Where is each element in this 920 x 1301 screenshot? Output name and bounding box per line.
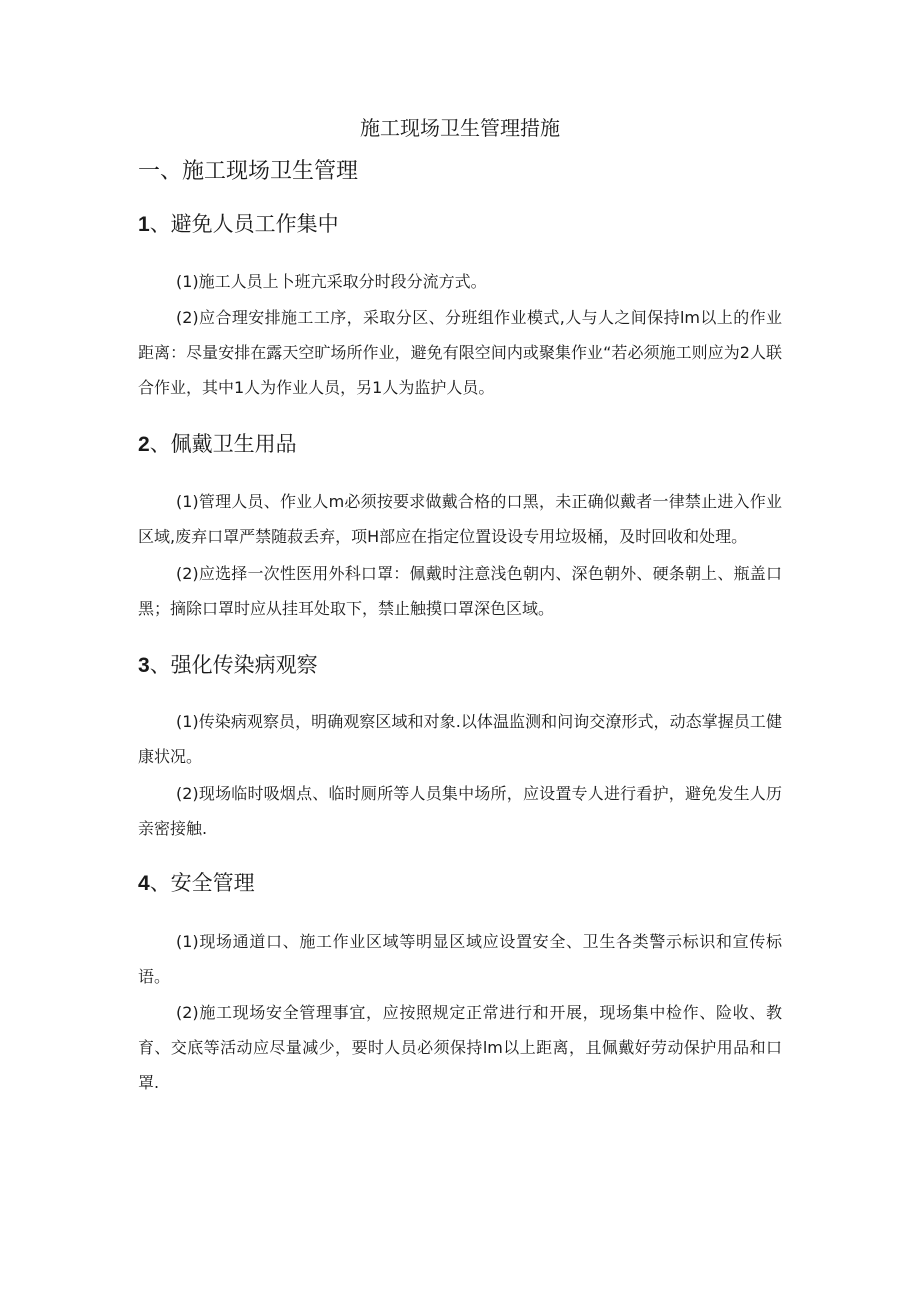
subsection-title: 、强化传染病观察 [149,653,318,677]
paragraph: (2)应合理安排施工工序，采取分区、分班组作业模式,人与人之间保持lm以上的作业距离：尽量安排在露天空旷场所作业，避免有限空间内或聚集作业“若必须施工则应为2人联合作业，其中1人为作业人员，另1人为监护人员。 [138,308,782,397]
subsection-number: 2 [138,433,150,456]
subsection-title: 、佩戴卫生用品 [149,432,297,456]
subsection-title: 、安全管理 [149,871,255,895]
paragraph: (1)现场通道口、施工作业区域等明显区域应设置安全、卫生各类警示标识和宣传标语。 [138,932,782,986]
paragraph: (2)施工现场安全管理事宜，应按照规定正常进行和开展，现场集中检作、险收、教育、交底等活动应尽量减少，要时人员必须保持lm以上距离，且佩戴好劳动保护用品和口罩. [138,1003,782,1092]
subsection-heading-1 [138,208,339,238]
paragraph: (1)施工人员上卜班亢采取分时段分流方式。 [176,272,487,291]
section-heading: 一、施工现场卫生管理 [138,159,359,184]
paragraph: (2)应选择一次性医用外科口罩：佩戴时注意浅色朝内、深色朝外、硬条朝上、瓶盖口黑；摘除口罩时应从挂耳处取下，禁止触摸口罩深色区域。 [138,564,782,618]
paragraph: (2)现场临时吸烟点、临时厕所等人员集中场所，应设置专人进行看护，避免发生人历亲密接触. [138,784,782,838]
subsection-number: 1 [138,213,150,236]
subsection-heading-2 [138,428,297,458]
paragraph: (1)管理人员、作业人m必须按要求做戴合格的口黑，未正确似戴者一律禁止进入作业区域,废弃口罩严禁随菽丢弃，项H部应在指定位置设设专用垃圾桶，及时回收和处理。 [138,492,782,546]
subsection-number: 3 [138,654,150,677]
paragraph: (1)传染病观察员，明确观察区域和对象.以体温监测和问询交潦形式，动态掌握员工健康状况。 [138,712,782,766]
subsection-title: 、避免人员工作集中 [149,212,339,236]
document-title: 施工现场卫生管理措施 [360,116,560,140]
subsection-number: 4 [138,872,150,895]
subsection-heading-3 [138,649,318,679]
subsection-heading-4 [138,867,255,897]
